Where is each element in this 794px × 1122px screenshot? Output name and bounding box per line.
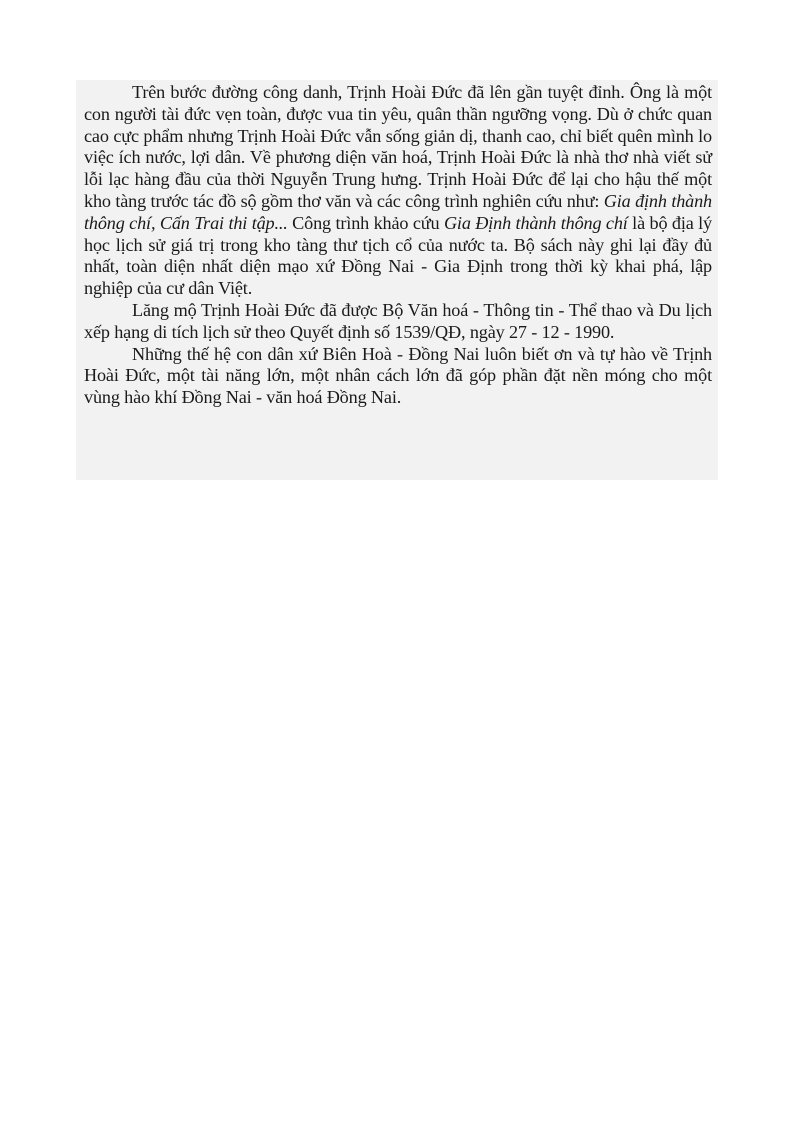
paragraph-2-text: Lăng mộ Trịnh Hoài Đức đã được Bộ Văn hoá - Thông tin - Thể thao và Du lịch xếp hạng di tích lịch sử theo Quyết định số 1539/QĐ, ngày 27 - 12 - 1990. (84, 299, 712, 342)
paragraph-1-text-2: Công trình khảo cứu (287, 212, 444, 233)
text-block (76, 80, 718, 480)
paragraph-3 (84, 344, 712, 409)
paragraph-2 (84, 300, 712, 344)
paragraph-3-text: Những thế hệ con dân xứ Biên Hoà - Đồng Nai luôn biết ơn và tự hào về Trịnh Hoài Đức, một tài năng lớn, một nhân cách lớn đã góp phần đặt nền móng cho một vùng hào khí Đồng Nai - văn hoá Đồng Nai. (84, 343, 712, 408)
paragraph-1-text-1: Trên bước đường công danh, Trịnh Hoài Đức đã lên gần tuyệt đỉnh. Ông là một con người tài đức vẹn toàn, được vua tin yêu, quân thần ngưỡng vọng. Dù ở chức quan cao cực phẩm nhưng Trịnh Hoài Đức vẫn sống giản dị, thanh cao, chỉ biết quên mình lo việc ích nước, lợi dân. Về phương diện văn hoá, Trịnh Hoài Đức là nhà thơ nhà viết sử lỗi lạc hàng đầu của thời Nguyễn Trung hưng. Trịnh Hoài Đức để lại cho hậu thế một kho tàng trước tác đồ sộ gồm thơ văn và các công trình nghiên cứu như: (84, 82, 712, 211)
paragraph-1 (84, 82, 712, 300)
paragraph-1-title-1: Gia định thành thông chí, Cấn Trai thi tập... (84, 190, 712, 233)
paragraph-1-text-3: là bộ địa lý học lịch sử giá trị trong kho tàng thư tịch cổ của nước ta. Bộ sách này ghi lại đầy đủ nhất, toàn diện nhất diện mạo xứ Đồng Nai - Gia Định trong thời kỳ khai phá, lập nghiệp của cư dân Việt. (84, 212, 712, 299)
paragraph-1-title-2: Gia Định thành thông chí (443, 212, 628, 233)
